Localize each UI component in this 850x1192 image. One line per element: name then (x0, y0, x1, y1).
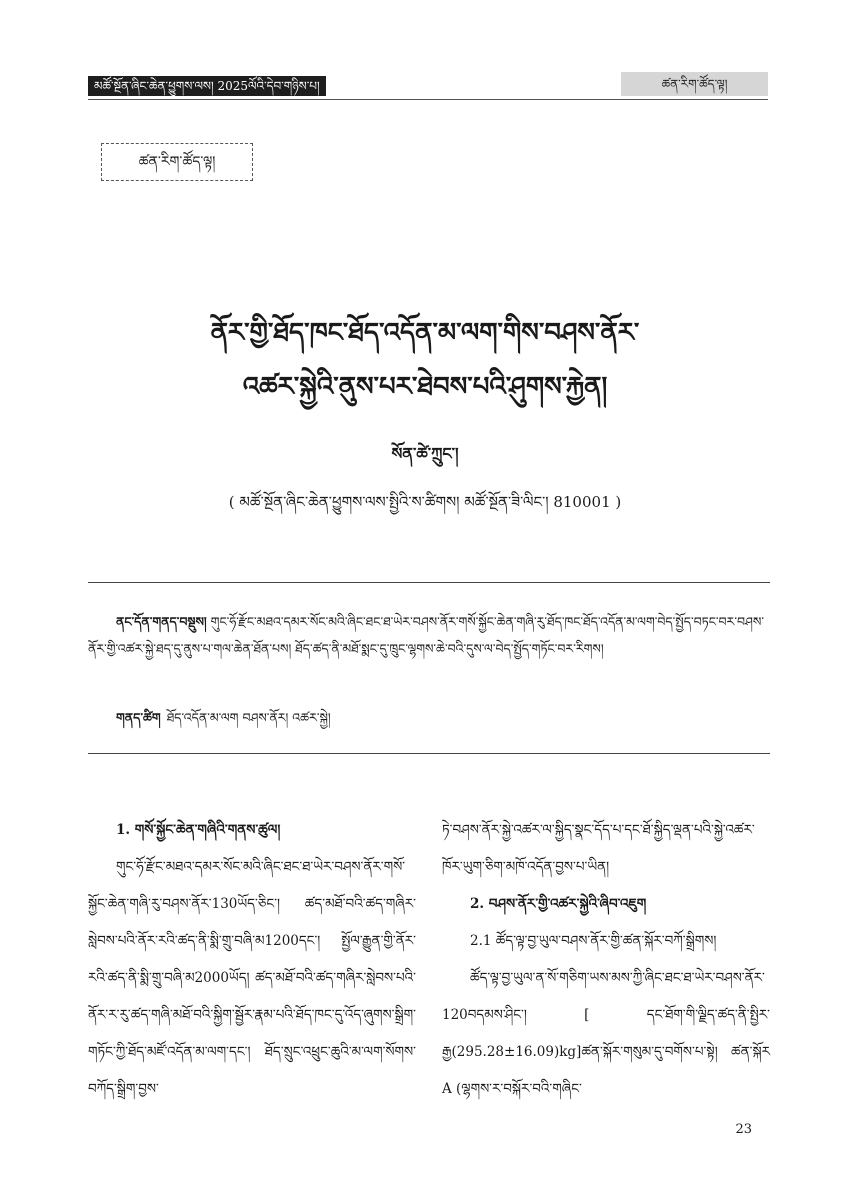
subsection-heading: 2.1 ཚོད་ལྟ་བྱ་ཡུལ་བཤས་ནོར་གྱི་ཚན་སྐོར་བཀོ་སྒྲིགས། (470, 933, 717, 949)
body-column-left (88, 812, 416, 1108)
body-paragraph-continued: ཏེ་བཤས་ནོར་སྐྱེ་འཚར་ལ་སྐྱིད་སྣང་དོད་པ་དང་ཐོ་སྐྱིད་ལྡན་པའི་སྐྱེ་འཚར་ཁོར་ཡུག་ཅིག་མཁོ་འདོན་བྱས་པ་ཡིན། (442, 822, 755, 875)
body-paragraph: གུང་ཧོ་རྫོང་མཐའ་དམར་སོང་མའི་ཞིང་ཐང་ཐ་ཡེར་བཤས་ནོར་གསོ་སྐྱོང་ཆེན་གཞི་རུ་བཤས་ནོར་130ཡོད་ཅིང་། ཚད་མཐོ་བའི་ཚད་གཞིར་སླེབས་པའི་ནོར་རའི་ཚད་ནི་སྨི་གྲུ་བཞི་མ1200དང་། སྤྱོལ་རྒྱུན་གྱི་ནོར་རའི་ཚད་ནི་སྨི་གྲུ་བཞི་མ2000ཡོད། ཚད་མཐོ་བའི་ཚད་གཞིར་སླེབས་པའི་ནོར་ར་རུ་ཚད་གཞི་མཐོ་བའི་སྐྱིག་སྦྱོར་རྣམ་པའི་ཐོད་ཁང་དུ་འོད་ཞུགས་སྒྲིག་གཏོང་ཀྱི་ཐོད་མཛོ་འདོན་མ་ལག་དང་། ཐོད་སྲུང་འཕྲུང་ཆུའི་མ་ལག་སོགས་བཀོད་སྒྲིག་བྱས་ (88, 859, 416, 1097)
abstract-bottom-rule (88, 753, 770, 754)
page-number: 23 (735, 1122, 752, 1137)
body-column-right (442, 812, 770, 1108)
section-label-box: ཚན་རིག་ཚོད་ལྟ། (101, 143, 253, 181)
author: སོན་ཚེ་ཀྲུང་། (391, 444, 459, 463)
title-line-1: ནོར་གྱི་ཐོད་ཁང་ཐོད་འདོན་མ་ལག་གིས་བཤས་ནོར་ (210, 318, 640, 348)
body-paragraph: ཚོད་ལྟ་བྱ་ཡུལ་ན་སོ་གཅིག་ཡས་མས་ཀྱི་ཞིང་ཐང་ཐ་ཡེར་བཤས་ནོར་120བདམས་ཤིང་། [ དང་ཐོག་གི་ལྗིད་ཚད་ནི་སྤྱིར་རྒྱ(295.28±16.09)kg]ཚན་སྐོར་གསུམ་དུ་བགོས་པ་སྟེ། ཚན་སྐོར A (ལྷགས་ར་བསྐོར་བའི་གཞིང་ (442, 970, 770, 1097)
section-heading-1: 1. གསོ་སྐྱོང་ཆེན་གཞིའི་གནས་ཚུལ། (116, 822, 281, 838)
affiliation: ( མཚོ་སྔོན་ཞིང་ཆེན་ཕྱུགས་ལས་སྤྱིའི་ས་ཚིགས། མཚོ་སྔོན་ཟི་ལིང་། 810001 ) (228, 493, 622, 511)
keywords-terms: ཐོད་འདོན་མ་ལག བཤས་ནོར། འཚར་སྐྱེ། (166, 710, 331, 725)
title-line-2: འཚར་སྐྱེའི་ནུས་པར་ཐེབས་པའི་ཤུགས་རྐྱེན། (242, 372, 608, 402)
header-rule (88, 99, 768, 100)
abstract-text: གུང་ཧོ་རྫོང་མཐའ་དམར་སོང་མའི་ཞིང་ཐང་ཐ་ཡེར་བཤས་ནོར་གསོ་སྐྱོང་ཆེན་གཞི་རུ་ཐོད་ཁང་ཐོད་འདོན་མ་ལག་བེད་སྤྱོད་བཏང་བར་བཤས་ནོར་གྱི་འཚར་སྐྱེ་ཐད་དུ་ནུས་པ་གལ་ཆེན་ཐོན་པས། ཐོད་ཚད་ནི་མཐོ་སྨང་དུ་ཁྲུང་ལྷགས་ཆེ་བའི་དུས་ལ་བེད་སྤྱོད་གཏོང་བར་རིགས། (88, 614, 764, 656)
abstract (88, 608, 770, 662)
keywords (116, 704, 770, 731)
section-header: ཚན་རིག་ཚོད་ལྟ། (621, 72, 768, 96)
journal-header: མཚོ་སྔོན་ཞིང་ཆེན་ཕྱུགས་ལས། 2025ལོའི་དེབ་གཉིས་པ། (88, 76, 326, 96)
keywords-label: གནད་ཚིག (116, 710, 161, 725)
abstract-top-rule (88, 582, 770, 583)
section-heading-2: 2. བཤས་ནོར་གྱི་འཚར་སྐྱེའི་ཞིབ་འཇུག (470, 896, 647, 912)
abstract-label: ནང་དོན་གནད་བསྡུས། (116, 614, 207, 629)
